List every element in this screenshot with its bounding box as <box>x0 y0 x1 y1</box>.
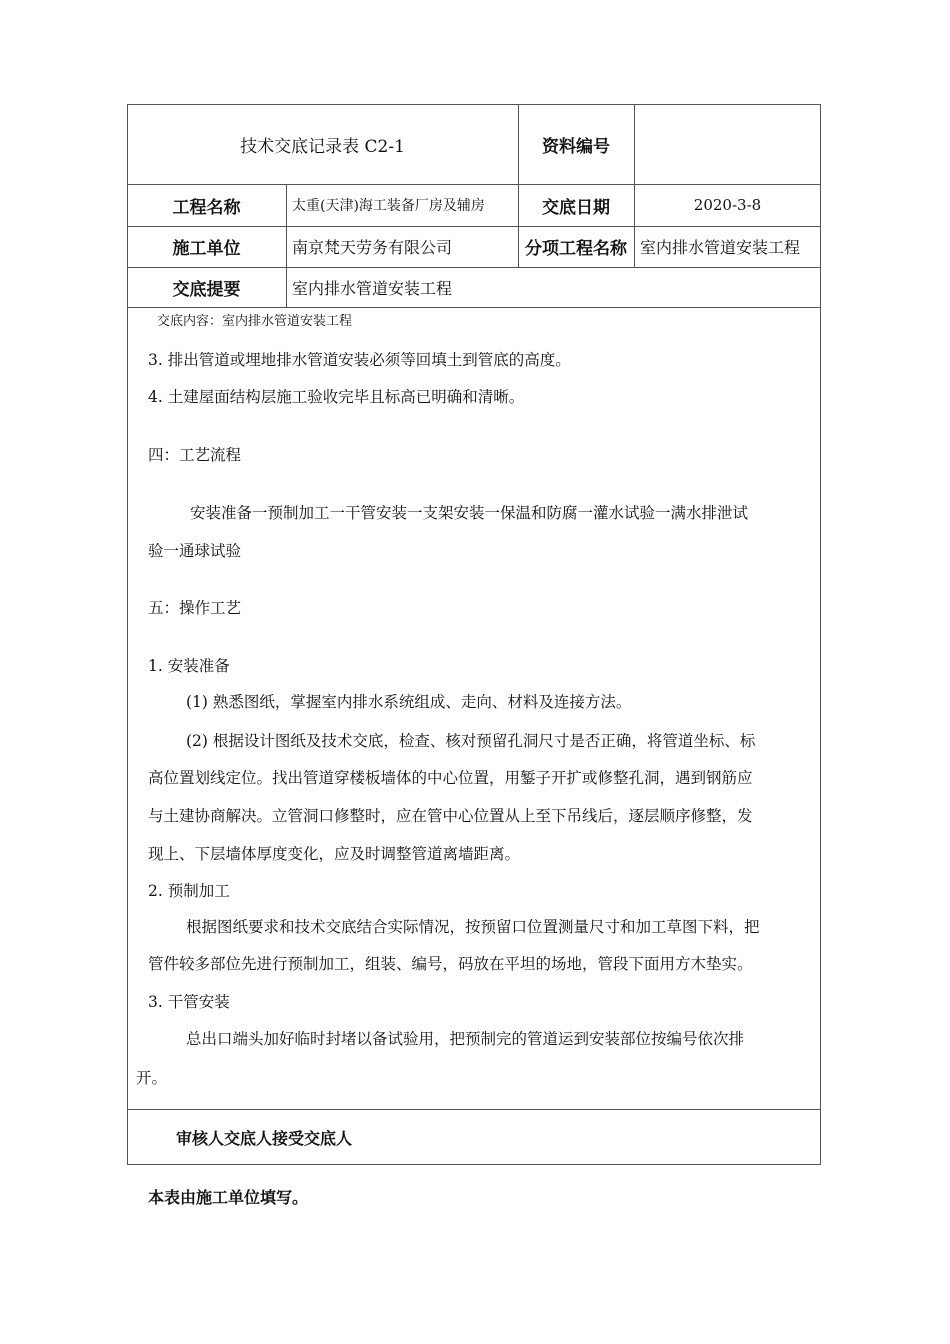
content-line: 根据图纸要求和技术交底结合实际情况，按预留口位置测量尺寸和加工草图下料，把 <box>186 918 760 936</box>
content-heading: 交底内容：室内排水管道安装工程 <box>157 314 353 329</box>
doc-no-label: 资料编号 <box>542 136 610 157</box>
subproject-value: 室内排水管道安装工程 <box>640 238 801 257</box>
date-value: 2020-3-8 <box>693 196 762 214</box>
content-line: 3. 排出管道或埋地排水管道安装必须等回填土到管底的高度。 <box>148 351 571 369</box>
contractor-value: 南京梵天劳务有限公司 <box>292 238 453 257</box>
section-heading: 四：工艺流程 <box>148 446 242 464</box>
contractor-label: 施工单位 <box>172 239 241 259</box>
subproject-label: 分项工程名称 <box>525 239 627 259</box>
content-line: 4. 土建屋面结构层施工验收完毕且标高已明确和清晰。 <box>148 388 525 406</box>
content-line: 总出口端头加好临时封堵以备试验用，把预制完的管道运到安装部位按编号依次排 <box>186 1030 745 1048</box>
content-line: 3. 干管安装 <box>148 993 230 1011</box>
content-line: (1) 熟悉图纸，掌握室内排水系统组成、走向、材料及连接方法。 <box>186 693 632 711</box>
content-line: 管件较多部位先进行预制加工，组装、编号，码放在平坦的场地，管段下面用方木垫实。 <box>148 955 753 973</box>
content-line: 安装准备一预制加工一干管安装一支架安装一保温和防腐一灌水试验一满水排泄试 <box>190 504 749 522</box>
content-line: (2) 根据设计图纸及技术交底，检查、核对预留孔洞尺寸是否正确，将管道坐标、标 <box>186 732 756 750</box>
summary-label: 交底提要 <box>172 279 241 300</box>
signatures-row: 审核人交底人接受交底人 <box>176 1128 353 1148</box>
content-line: 高位置划线定位。找出管道穿楼板墙体的中心位置，用錾子开扩或修整孔洞，遇到钢筋应 <box>148 769 753 787</box>
content-line: 与土建协商解决。立管洞口修整时，应在管中心位置从上至下吊线后，逐层顺序修整，发 <box>148 807 753 825</box>
doc-no-field <box>634 104 821 184</box>
content-line: 验一通球试验 <box>148 542 242 560</box>
col-divider <box>286 184 287 307</box>
date-label: 交底日期 <box>542 197 610 218</box>
section-heading: 五：操作工艺 <box>148 599 242 617</box>
row-divider <box>127 307 821 308</box>
footer-note: 本表由施工单位填写。 <box>148 1188 309 1207</box>
form-title: 技术交底记录表 C2-1 <box>240 136 405 157</box>
content-line: 现上、下层墙体厚度变化，应及时调整管道离墙距离。 <box>148 845 521 863</box>
content-line: 1. 安装准备 <box>148 657 230 675</box>
content-line: 开。 <box>136 1069 168 1087</box>
content-line: 2. 预制加工 <box>148 882 230 900</box>
summary-value: 室内排水管道安装工程 <box>292 278 453 298</box>
project-name-value: 太重(天津)海工装备厂房及辅房 <box>292 198 485 214</box>
project-name-label: 工程名称 <box>172 197 241 218</box>
